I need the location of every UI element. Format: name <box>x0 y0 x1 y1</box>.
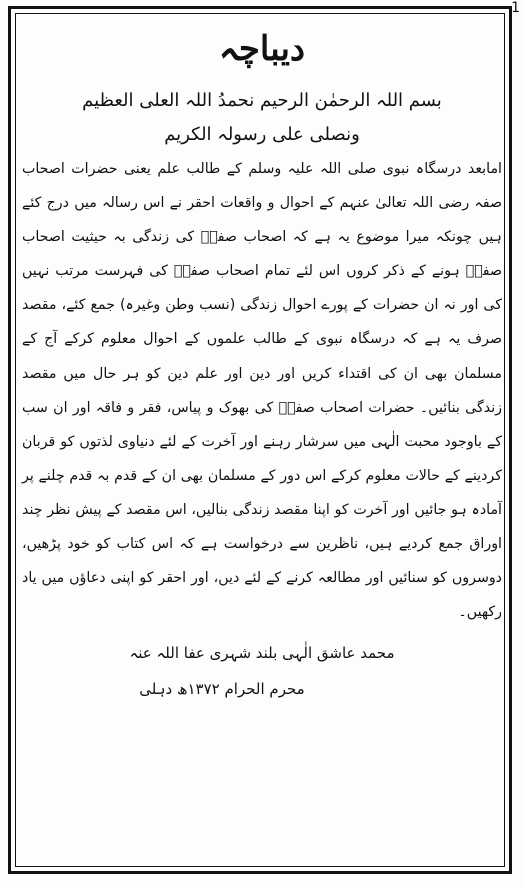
preface-body: امابعد درسگاہ نبوی صلی اللہ علیہ وسلم کے طالب علم یعنی حضرات اصحاب صفہ رضی اللہ تعالیٰ عنہم کے احوال و واقعات احقر نے اس رسالہ میں درج کئے ہیں چونکہ میرا موضوع یہ ہے کہ اصحاب صفہؓ کی زندگی بہ حیثیت اصحاب صفہؓ ہونے کے ذکر کروں اس لئے تمام اصحاب صفہؓ کی فہرست مرتب نہیں کی اور نہ ان حضرات کے پورے احوال زندگی (نسب وطن وغیرہ) جمع کئے، مقصد صرف یہ ہے کہ درسگاہ نبوی کے طالب علموں کے احوال معلوم کرکے آج کے مسلمان بھی ان کی اقتداء کریں اور دین اور علم دین کو ہر حال میں مقصد زندگی بنائیں۔ حضرات اصحاب صفہؓ کی بھوک و پیاس، فقر و فاقہ اور ان سب کے باوجود محبت الٰہی میں سرشار رہنے اور آخرت کے لئے دنیاوی لذتوں کو قربان کردینے کے حالات معلوم کرکے اس دور کے مسلمان بھی ان کے قدم بہ قدم چلنے پر آمادہ ہو جائیں اور آخرت کو اپنا مقصد زندگی بنالیں، اس مقصد کے پیش نظر چند اوراق جمع کردیے ہیں، ناظرین سے درخواست ہے کہ اس کتاب کو خود پڑھیں، دوسروں کو سنائیں اور مطالعہ کرنے کے لئے دیں، اور احقر کو اپنی دعاؤں میں یاد رکھیں۔ <box>22 161 502 621</box>
bismillah-line-2: ونصلی علی رسولہ الکریم <box>164 124 360 145</box>
page-title: دیباچہ <box>218 29 306 69</box>
preface-content <box>22 14 502 707</box>
author-signature: محمد عاشق الٰہی بلند شہری عفا اللہ عنہ <box>129 644 395 663</box>
bismillah-line-1: بسم اللہ الرحمٰن الرحیم نحمدُ اللہ العلی العظیم <box>82 90 442 111</box>
date-line: محرم الحرام ۱۳۷۲ھ دہلی <box>139 680 305 699</box>
page-corner-mark: 1 <box>511 0 520 16</box>
